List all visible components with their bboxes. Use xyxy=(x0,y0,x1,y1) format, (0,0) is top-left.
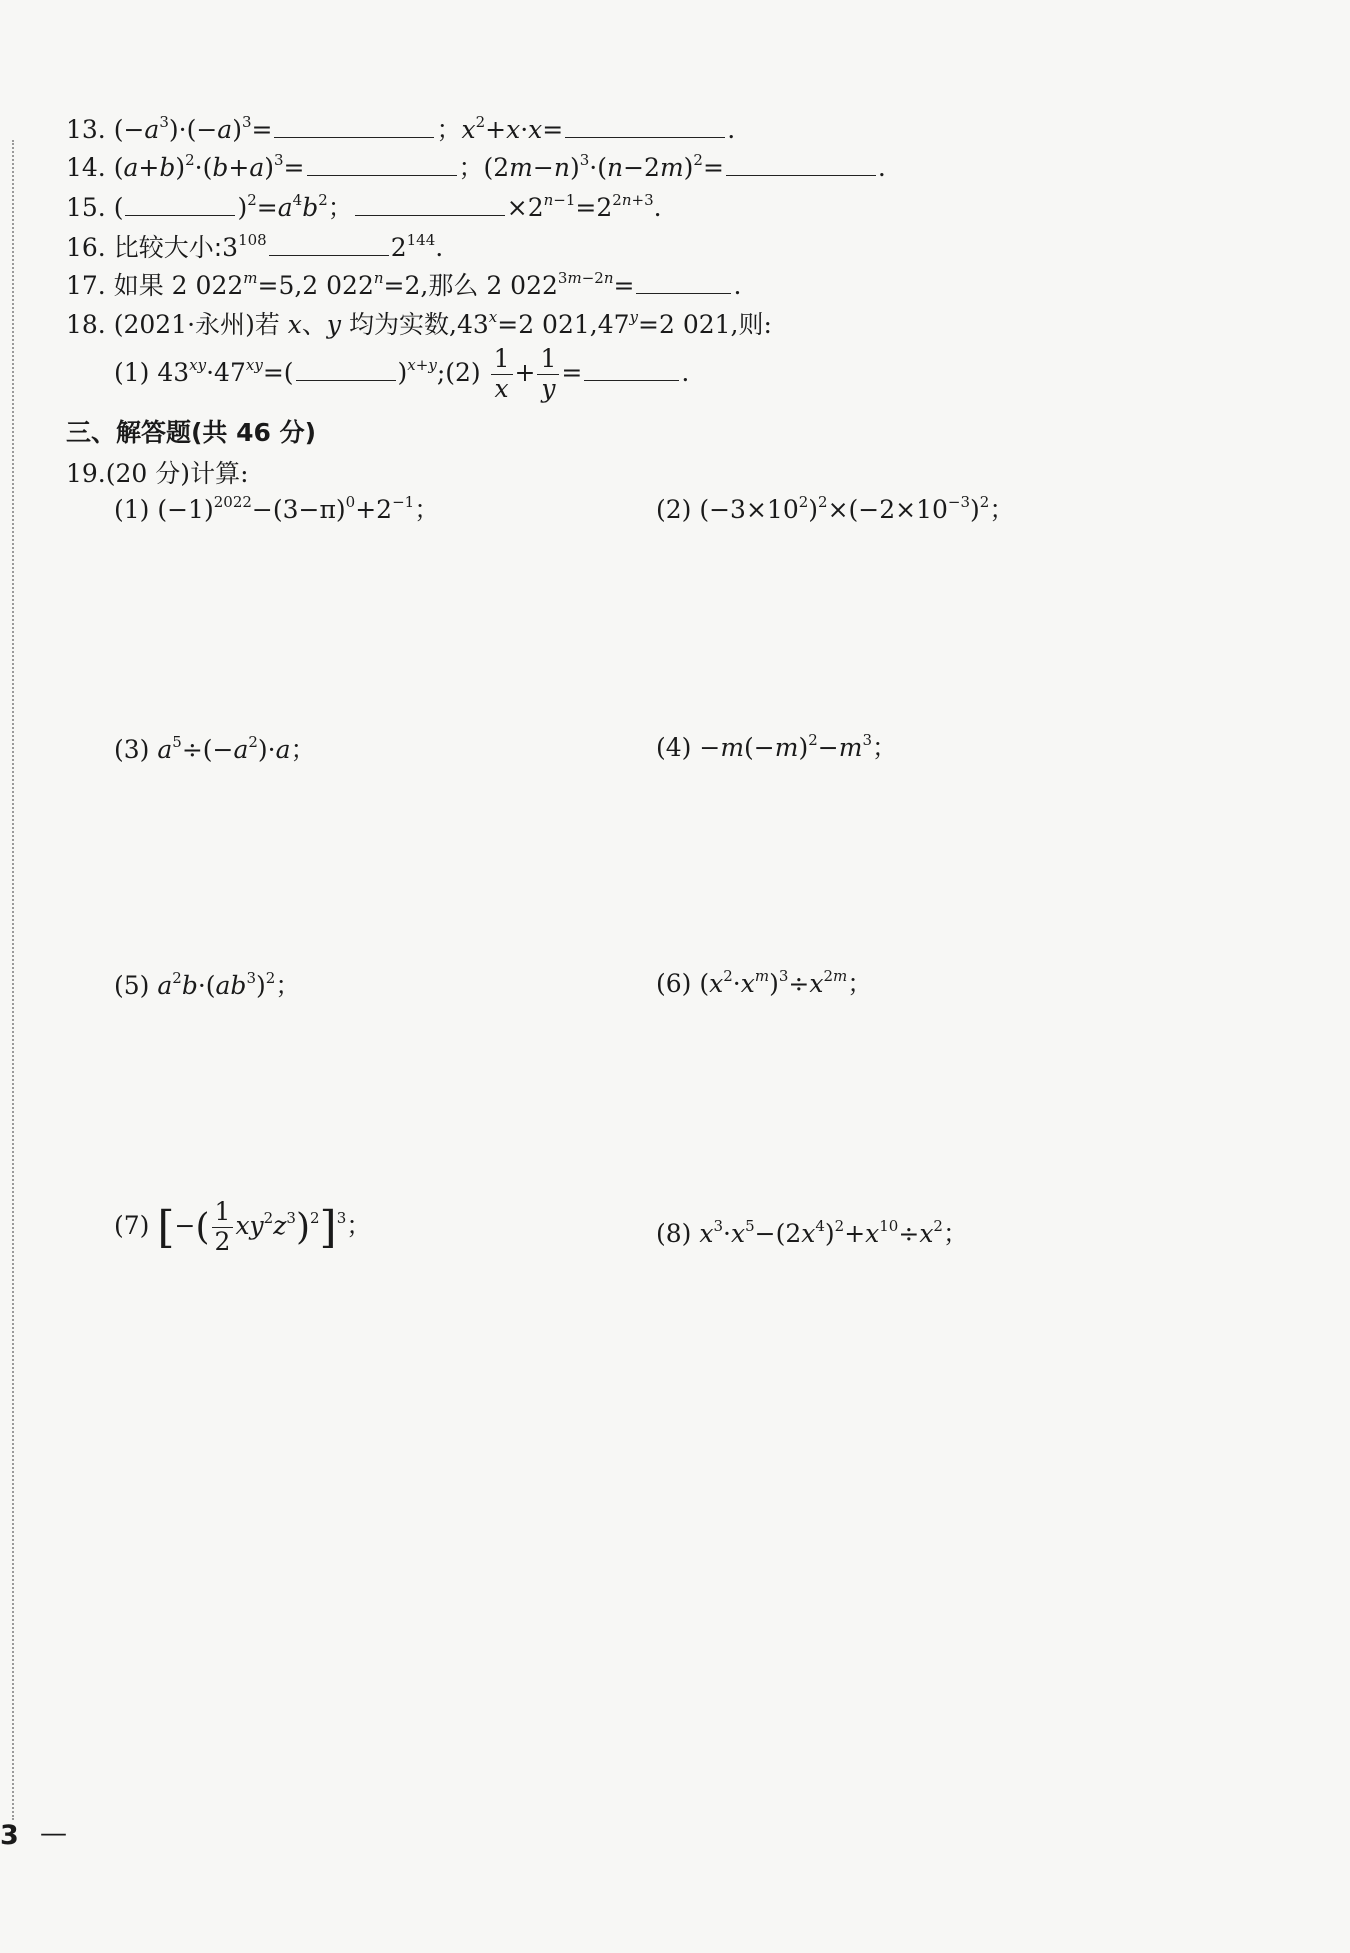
question-14: 14. $(a+b)^2\cdot(b+a)^3=$ ；$(2m-n)^3\cdot(n-2m)^2=$ . xyxy=(66,151,886,182)
answer-blank[interactable] xyxy=(307,155,457,176)
q19-item-8: (8) $x^3\cdot x^5-(2x^4)^2+x^{10}\div x^2$； xyxy=(656,1217,968,1248)
question-number: 17. xyxy=(66,271,106,300)
question-number: 18. xyxy=(66,310,106,339)
page-number: 3 xyxy=(0,1820,19,1851)
answer-blank[interactable] xyxy=(296,360,396,381)
answer-blank[interactable] xyxy=(125,195,235,216)
q19-item-1: (1) $(-1)^{2022}-(3-\pi)^0+2^{-1}$； xyxy=(114,493,440,524)
question-13: 13. $(-a^3)\cdot(-a)^3=$ ；$x^2+x\cdot x=$ . xyxy=(66,113,736,144)
question-15: 15. ( )$^2=a^4b^2$； $\times 2^{n-1}=2^{2n+3}$. xyxy=(66,191,662,222)
q19-item-5: (5) $a^2b\cdot(ab^3)^2$； xyxy=(114,969,301,1000)
question-number: 14. xyxy=(66,153,106,182)
answer-blank[interactable] xyxy=(269,235,389,256)
question-18: 18. (2021·永州)若 x、y 均为实数$,43^x=2$ $021,47^y=2$ 021,则: xyxy=(66,308,772,339)
answer-blank[interactable] xyxy=(274,117,434,138)
page-number-dash: — xyxy=(40,1818,67,1849)
fraction-1-over-x: $\frac{1}{x}$ xyxy=(491,345,513,404)
fraction-one-half: $\frac{1}{2}$ xyxy=(212,1198,234,1257)
q19-item-4: $(4) -m(-m)^2-m^3$； xyxy=(656,731,897,762)
q19-item-3: (3) $a^5\div(-a^2)\cdot a$； xyxy=(114,733,316,764)
q19-item-7: (7) [−( $\frac{1}{2}$ $xy^2z^3)^2]^3$； xyxy=(114,1197,372,1256)
q19-item-2: (2) $(-3\times 10^2)^2\times(-2\times 10^{-3})^2$； xyxy=(656,493,1015,524)
question-number: 13. xyxy=(66,115,106,144)
answer-blank[interactable] xyxy=(636,273,731,294)
section-title: 三、解答题(共 46 分) xyxy=(66,418,317,447)
question-18-subparts: (1) $43^{xy}\cdot 47^{xy}=$( )$^{x+y}$;(2) $\frac{1}{x}$ + $\frac{1}{y}$ = . xyxy=(114,344,690,403)
answer-blank[interactable] xyxy=(355,195,505,216)
question-17: 17. 如果 2 $022^m=5,2$ $022^n=2$,那么 2 $022^{3m-2n}=$ . xyxy=(66,269,742,300)
answer-blank[interactable] xyxy=(565,117,725,138)
q19-item-6: (6) $(x^2\cdot x^m)^3\div x^{2m}$； xyxy=(656,967,873,998)
answer-blank[interactable] xyxy=(726,155,876,176)
question-number: 15. xyxy=(66,193,106,222)
question-16: 16. 比较大小$:3^{108}$ $2^{144}$. xyxy=(66,231,444,262)
fraction-1-over-y: $\frac{1}{y}$ xyxy=(537,345,559,404)
question-19-header: 19.(20 分)计算: xyxy=(66,459,249,488)
margin-dotted-line xyxy=(12,140,14,1820)
question-number: 16. xyxy=(66,233,106,262)
answer-blank[interactable] xyxy=(584,360,679,381)
